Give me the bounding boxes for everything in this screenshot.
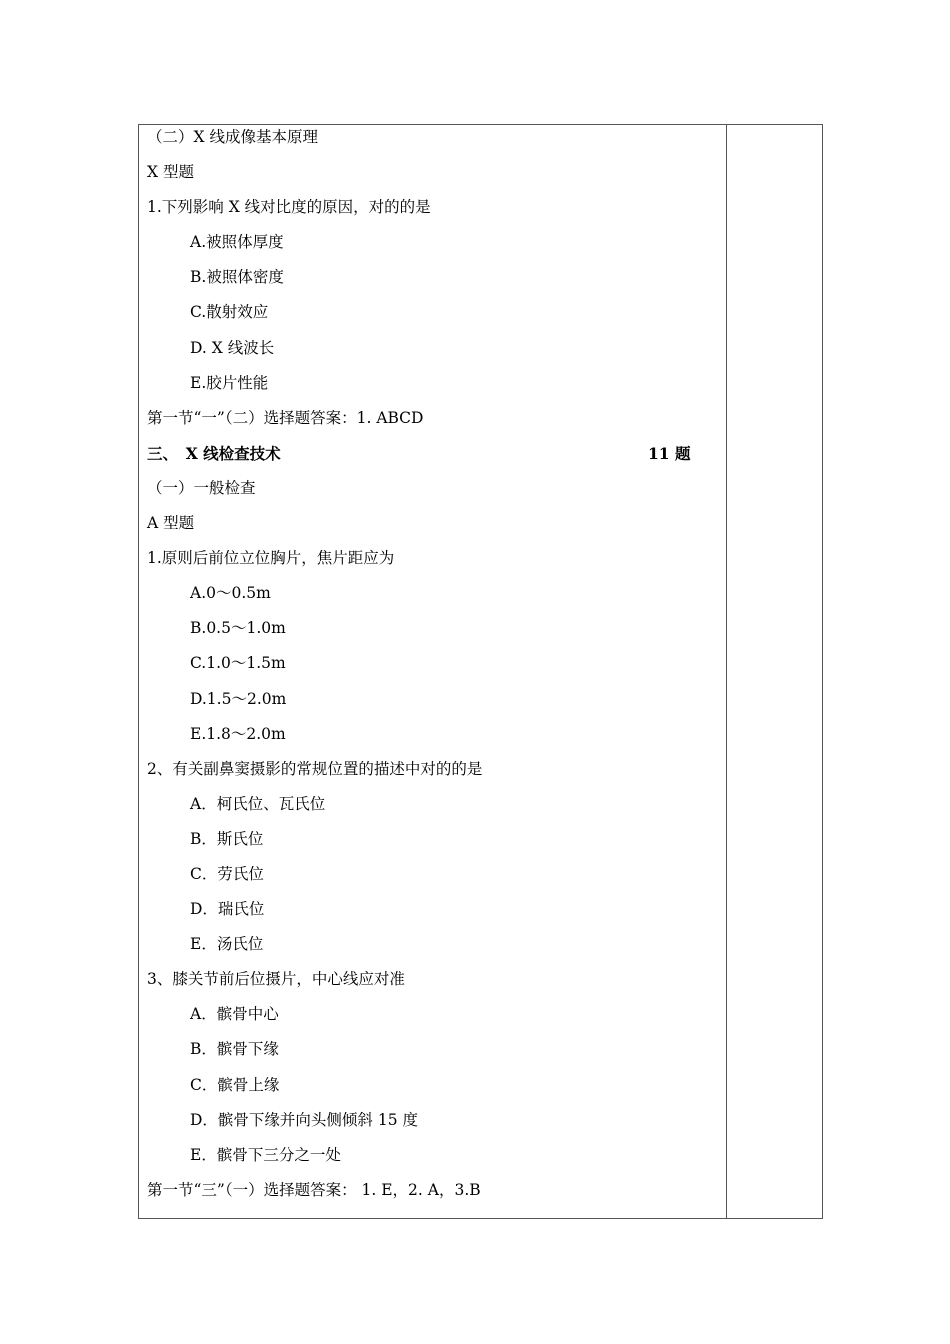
column-divider	[726, 124, 727, 1219]
question-type: X 型题	[147, 163, 194, 182]
question-option: C.散射效应	[190, 303, 269, 322]
section-heading-label: 三、 X 线检查技术	[147, 443, 281, 463]
question-option: E．汤氏位	[190, 935, 264, 954]
question-option: D. X 线波长	[190, 338, 275, 357]
question-option: D．瑞氏位	[190, 900, 265, 919]
subsection-title: （二）X 线成像基本原理	[147, 128, 318, 146]
question-option: A．髌骨中心	[190, 1005, 279, 1024]
question-stem: 1.下列影响 X 线对比度的原因，对的的是	[147, 198, 431, 217]
question-stem: 3、膝关节前后位摄片，中心线应对准	[147, 970, 405, 989]
question-option: C.1.0～1.5m	[190, 654, 286, 673]
question-option: C．劳氏位	[190, 864, 264, 883]
question-option: B．斯氏位	[190, 829, 264, 848]
answer-key: 第一节“一”（二）选择题答案：1. ABCD	[147, 408, 424, 427]
question-option: A．柯氏位、瓦氏位	[190, 794, 326, 813]
question-option: D.1.5～2.0m	[190, 689, 287, 708]
question-option: B.0.5～1.0m	[190, 619, 286, 638]
question-type: A 型题	[147, 514, 195, 533]
subsection-title: （一）一般检查	[147, 478, 256, 497]
answer-key: 第一节“三”（一）选择题答案： 1. E，2. A，3.B	[147, 1180, 481, 1199]
question-stem: 2、有关副鼻窦摄影的常规位置的描述中对的的是	[147, 759, 483, 778]
question-option: D．髌骨下缘并向头侧倾斜 15 度	[190, 1110, 419, 1129]
question-option: E.胶片性能	[190, 373, 269, 392]
question-option: A.被照体厚度	[190, 233, 284, 252]
question-option: B.被照体密度	[190, 268, 284, 287]
section-question-count: 11 题	[648, 443, 691, 463]
question-option: C．髌骨上缘	[190, 1075, 280, 1094]
question-stem: 1.原则后前位立位胸片，焦片距应为	[147, 549, 395, 568]
question-option: A.0～0.5m	[190, 584, 271, 603]
document-body	[147, 120, 707, 1208]
question-option: E.1.8～2.0m	[190, 724, 286, 743]
question-option: B．髌骨下缘	[190, 1040, 279, 1059]
question-option: E．髌骨下三分之一处	[190, 1145, 341, 1164]
section-heading	[147, 436, 707, 471]
